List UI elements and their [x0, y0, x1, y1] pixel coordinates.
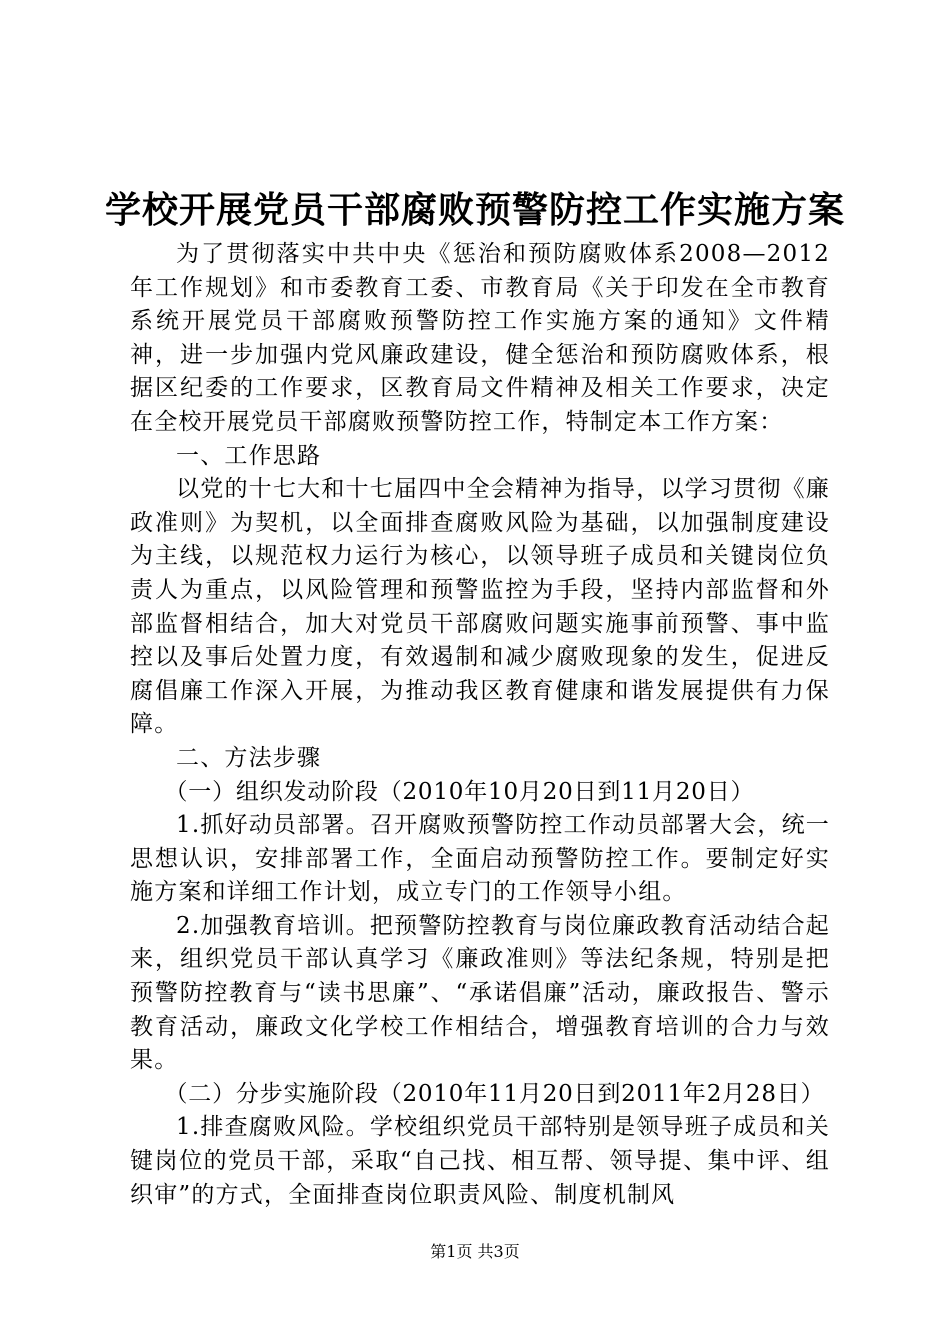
section-heading-method-steps: 二、方法步骤: [176, 744, 322, 771]
document-body: [130, 238, 830, 1212]
phase-one-item-2: 2.加强教育培训。把预警防控教育与岗位廉政教育活动结合起来，组织党员干部认真学习《廉政准则》等法纪条规，特别是把预警防控教育与“读书思廉”、“承诺倡廉”活动，廉政报告、警示教育活动，廉政文化学校工作相结合，增强教育培训的合力与效果。: [130, 912, 830, 1074]
phase-two-item-1: 1.排查腐败风险。学校组织党员干部特别是领导班子成员和关键岗位的党员干部，采取“自己找、相互帮、领导提、集中评、组织审”的方式，全面排查岗位职责风险、制度机制风: [130, 1114, 830, 1208]
page-number-footer: 第1页 共3页: [430, 1242, 520, 1261]
phase-one-heading: （一）组织发动阶段（2010年10月20日到11月20日）: [164, 778, 755, 805]
document-title: 学校开展党员干部腐败预警防控工作实施方案: [104, 189, 845, 231]
work-approach-paragraph: 以党的十七大和十七届四中全会精神为指导，以学习贯彻《廉政准则》为契机，以全面排查腐败风险为基础，以加强制度建设为主线，以规范权力运行为核心，以领导班子成员和关键岗位负责人为重点，以风险管理和预警监控为手段，坚持内部监督和外部监督相结合，加大对党员干部腐败问题实施事前预警、事中监控以及事后处置力度，有效遏制和减少腐败现象的发生，促进反腐倡廉工作深入开展，为推动我区教育健康和谐发展提供有力保障。: [130, 476, 830, 738]
phase-one-item-1: 1.抓好动员部署。召开腐败预警防控工作动员部署大会，统一思想认识，安排部署工作，全面启动预警防控工作。要制定好实施方案和详细工作计划，成立专门的工作领导小组。: [130, 812, 830, 906]
intro-paragraph: 为了贯彻落实中共中央《惩治和预防腐败体系2008—2012年工作规划》和市委教育工委、市教育局《关于印发在全市教育系统开展党员干部腐败预警防控工作实施方案的通知》文件精神，进一步加强内党风廉政建设，健全惩治和预防腐败体系，根据区纪委的工作要求，区教育局文件精神及相关工作要求，决定在全校开展党员干部腐败预警防控工作，特制定本工作方案：: [130, 241, 830, 435]
phase-two-heading: （二）分步实施阶段（2010年11月20日到2011年2月28日）: [164, 1080, 825, 1107]
section-heading-work-approach: 一、工作思路: [176, 442, 322, 469]
